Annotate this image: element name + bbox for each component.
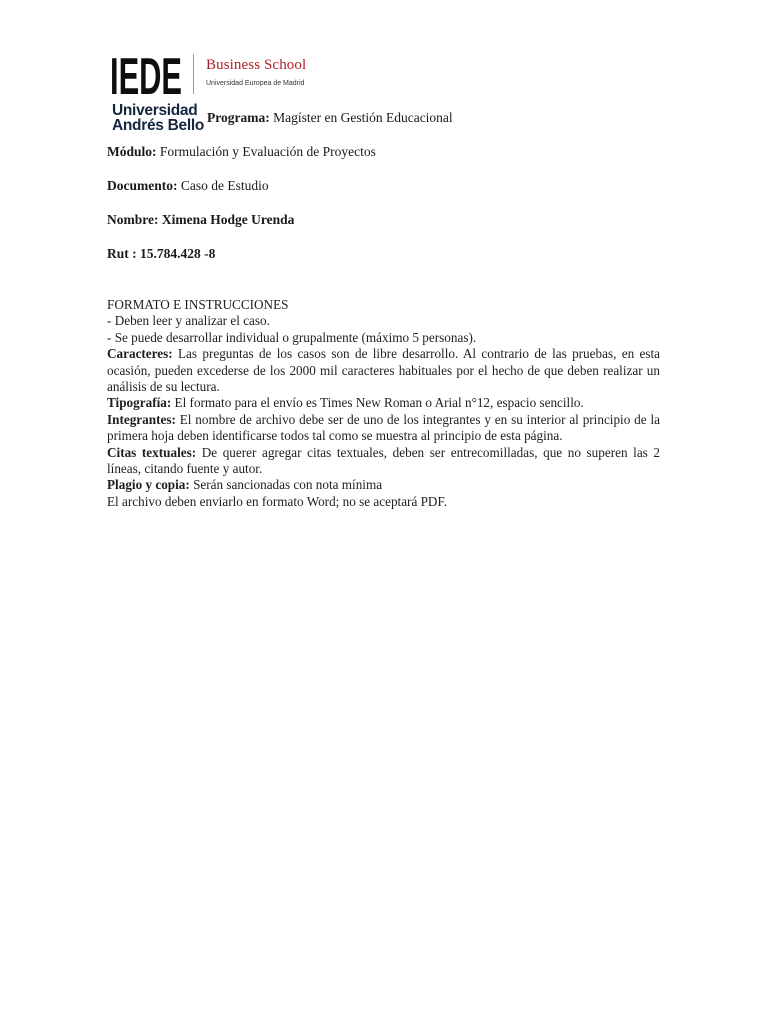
plagio-paragraph [107, 477, 660, 493]
archivo-paragraph: El archivo deben enviarlo en formato Word; no se aceptará PDF. [107, 493, 448, 509]
instructions-title: FORMATO E INSTRUCCIONES [107, 297, 289, 312]
instruction-item-read: - Deben leer y analizar el caso. [107, 313, 270, 329]
modulo-field [107, 144, 376, 160]
caracteres-paragraph [107, 346, 660, 395]
university-name-line2: Andrés Bello [112, 117, 205, 134]
instructions-section [107, 297, 660, 510]
modulo-value: Formulación y Evaluación de Proyectos [159, 144, 376, 159]
citas-label: Citas textuales: [107, 444, 197, 460]
nombre-text: Nombre: Ximena Hodge Urenda [107, 212, 295, 227]
tipografia-paragraph [107, 395, 660, 411]
integrantes-paragraph [107, 412, 660, 445]
integrantes-text: El nombre de archivo debe ser de uno de los integrantes y en su interior al principio de la primera hoja deben identificarse todos tal como se muestra al principio de esta página. [107, 411, 660, 444]
tipografia-label: Tipografía: [107, 395, 172, 411]
tipografia-text: El formato para el envío es Times New Roman o Arial n°12, espacio sencillo. [174, 395, 584, 411]
rut-text: Rut : 15.784.428 -8 [107, 246, 216, 261]
citas-paragraph [107, 445, 660, 478]
nombre-field [107, 212, 294, 228]
business-school-label: Business School [206, 57, 307, 73]
business-school-subtitle: Universidad Europea de Madrid [206, 80, 305, 87]
integrantes-label: Integrantes: [107, 411, 176, 427]
caracteres-text: Las preguntas de los casos son de libre desarrollo. Al contrario de las pruebas, en esta ocasión, pueden excederse de los 2000 mil caracteres habituales por el hecho de que deben realizar un análisis de su lectura. [107, 346, 660, 395]
plagio-text: Serán sancionadas con nota mínima [193, 477, 383, 493]
documento-label: Documento: [107, 178, 178, 193]
documento-field [107, 178, 269, 194]
iede-logo [110, 48, 182, 106]
modulo-label: Módulo: [107, 144, 157, 159]
caracteres-label: Caracteres: [107, 346, 173, 362]
logo-divider [193, 54, 194, 94]
programa-value: Magíster en Gestión Educacional [273, 110, 453, 125]
citas-text: De querer agregar citas textuales, deben ser entrecomilladas, que no superen las 2 líneas, citando fuente y autor. [107, 444, 660, 477]
rut-field [107, 246, 215, 262]
instruction-item-group: - Se puede desarrollar individual o grupalmente (máximo 5 personas). [107, 329, 477, 345]
documento-value: Caso de Estudio [180, 178, 269, 193]
programa-field [207, 110, 453, 126]
iede-logo-text: IEDE [110, 48, 182, 106]
programa-label: Programa: [207, 110, 270, 125]
plagio-label: Plagio y copia: [107, 477, 190, 493]
university-name-line1: Universidad [112, 102, 198, 119]
